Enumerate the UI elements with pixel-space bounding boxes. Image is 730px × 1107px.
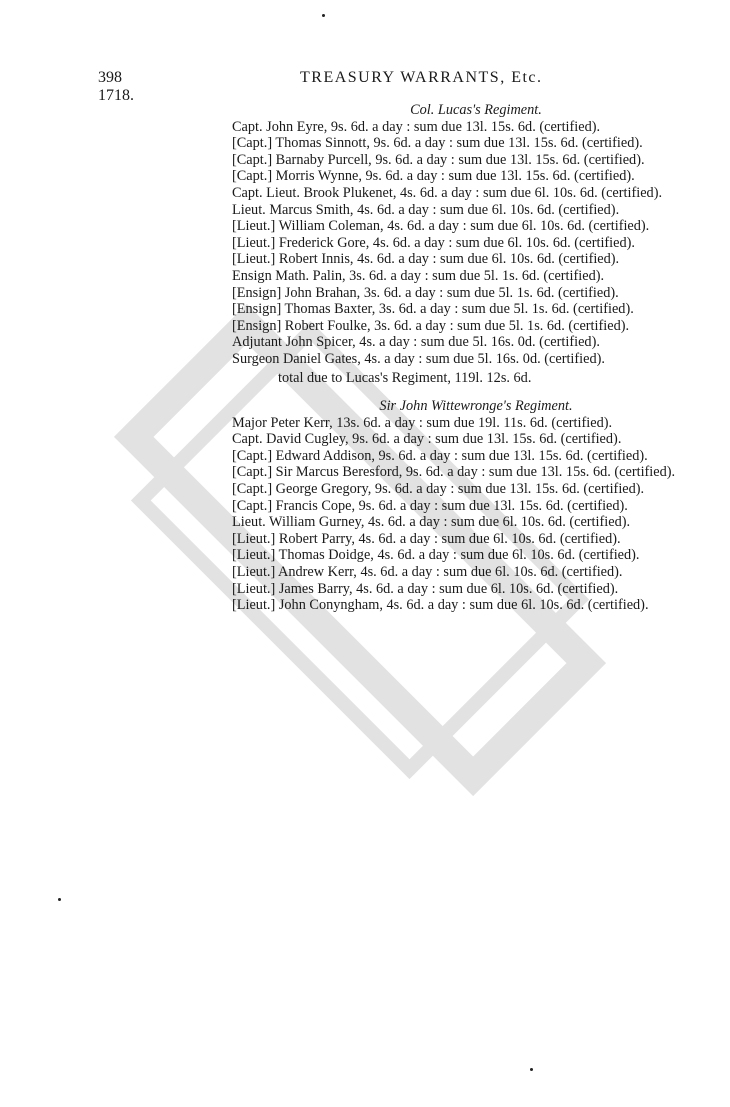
entry: [Capt.] Morris Wynne, 9s. 6d. a day : sum due 13l. 15s. 6d. (certified). [232, 168, 635, 185]
entry: Surgeon Daniel Gates, 4s. a day : sum due 5l. 16s. 0d. (certified). [232, 350, 605, 367]
entry: Capt. John Eyre, 9s. 6d. a day : sum due 13l. 15s. 6d. (certified). [232, 118, 601, 135]
entry: [Lieut.] William Coleman, 4s. 6d. a day : sum due 6l. 10s. 6d. (certified). [232, 218, 650, 235]
entry: [Ensign] Thomas Baxter, 3s. 6d. a day : sum due 5l. 1s. 6d. (certified). [232, 301, 634, 318]
entry: Major Peter Kerr, 13s. 6d. a day : sum due 19l. 11s. 6d. (certified). [232, 414, 613, 431]
entry: [Lieut.] Robert Innis, 4s. 6d. a day : sum due 6l. 10s. 6d. (certified). [232, 251, 620, 268]
entry: [Capt.] Sir Marcus Beresford, 9s. 6d. a day : sum due 13l. 15s. 6d. (certified). [232, 464, 676, 481]
entry: [Lieut.] James Barry, 4s. 6d. a day : sum due 6l. 10s. 6d. (certified). [232, 580, 619, 597]
section-heading-wittewronge: Sir John Wittewronge's Regiment. [379, 398, 573, 415]
stray-dot-top [322, 14, 325, 17]
entry: [Lieut.] Robert Parry, 4s. 6d. a day : sum due 6l. 10s. 6d. (certified). [232, 530, 621, 547]
entry: [Lieut.] Frederick Gore, 4s. 6d. a day : sum due 6l. 10s. 6d. (certified). [232, 234, 635, 251]
entry: Capt. David Cugley, 9s. 6d. a day : sum due 13l. 15s. 6d. (certified). [232, 431, 622, 448]
entry: [Ensign] John Brahan, 3s. 6d. a day : sum due 5l. 1s. 6d. (certified). [232, 284, 619, 301]
entry: Lieut. William Gurney, 4s. 6d. a day : sum due 6l. 10s. 6d. (certified). [232, 514, 631, 531]
entry: [Lieut.] Andrew Kerr, 4s. 6d. a day : sum due 6l. 10s. 6d. (certified). [232, 564, 623, 581]
entry: [Ensign] Robert Foulke, 3s. 6d. a day : sum due 5l. 1s. 6d. (certified). [232, 317, 630, 334]
page-content [232, 102, 680, 614]
entry: [Capt.] Edward Addison, 9s. 6d. a day : sum due 13l. 15s. 6d. (certified). [232, 447, 648, 464]
entry: Lieut. Marcus Smith, 4s. 6d. a day : sum due 6l. 10s. 6d. (certified). [232, 201, 620, 218]
entry: [Lieut.] John Conyngham, 4s. 6d. a day : sum due 6l. 10s. 6d. (certified). [232, 597, 649, 614]
entry: [Capt.] George Gregory, 9s. 6d. a day : sum due 13l. 15s. 6d. (certified). [232, 481, 645, 498]
entry: [Capt.] Barnaby Purcell, 9s. 6d. a day : sum due 13l. 15s. 6d. (certified). [232, 151, 645, 168]
stray-dot-bottom [530, 1068, 533, 1071]
section-total-lucas: total due to Lucas's Regiment, 119l. 12s. 6d. [278, 369, 532, 386]
page-year: 1718. [98, 87, 134, 104]
entry: [Capt.] Thomas Sinnott, 9s. 6d. a day : sum due 13l. 15s. 6d. (certified). [232, 135, 643, 152]
entry: [Capt.] Francis Cope, 9s. 6d. a day : sum due 13l. 15s. 6d. (certified). [232, 497, 628, 514]
entry: Adjutant John Spicer, 4s. a day : sum due 5l. 16s. 0d. (certified). [232, 334, 600, 351]
entry: Capt. Lieut. Brook Plukenet, 4s. 6d. a day : sum due 6l. 10s. 6d. (certified). [232, 184, 663, 201]
running-title: TREASURY WARRANTS, Etc. [300, 69, 543, 86]
page-number: 398 [98, 69, 122, 86]
section-heading-lucas: Col. Lucas's Regiment. [410, 102, 542, 118]
entry: [Lieut.] Thomas Doidge, 4s. 6d. a day : sum due 6l. 10s. 6d. (certified). [232, 547, 640, 564]
stray-dot-left [58, 898, 61, 901]
entry: Ensign Math. Palin, 3s. 6d. a day : sum due 5l. 1s. 6d. (certified). [232, 267, 605, 284]
